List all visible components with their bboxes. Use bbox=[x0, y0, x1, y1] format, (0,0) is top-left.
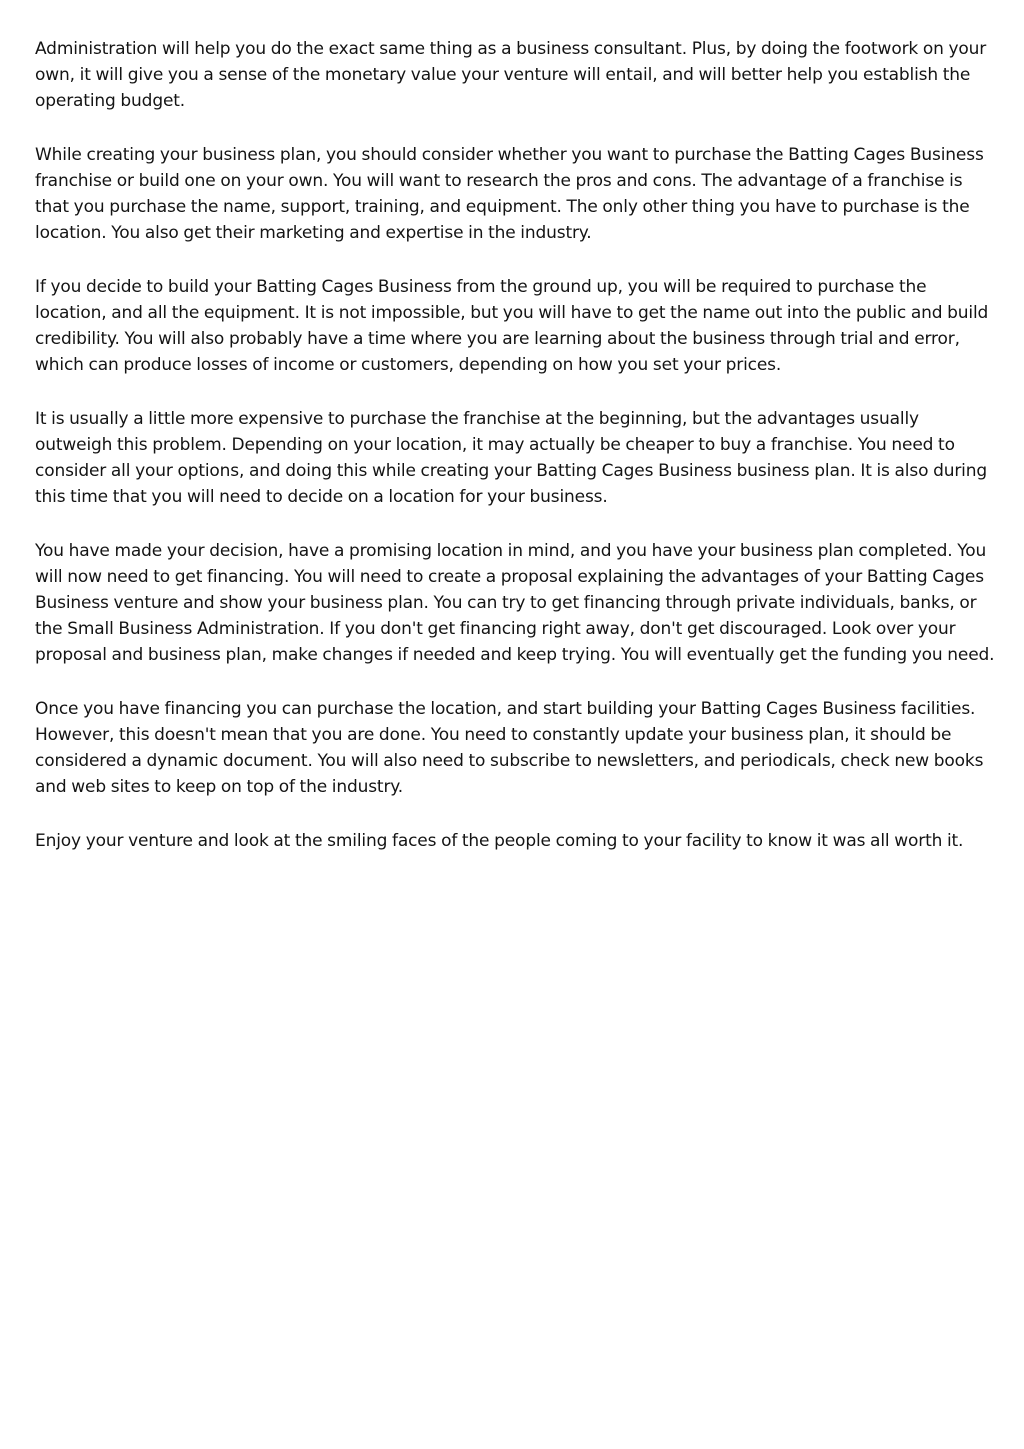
paragraph-1: Administration will help you do the exact same thing as a business consultant. Plus, by doing the footwork on your own, it will give you a sense of the monetary value your venture will entail, and will better help you establish the operating budget. bbox=[35, 39, 987, 111]
paragraph-3: If you decide to build your Batting Cages Business from the ground up, you will be required to purchase the location, and all the equipment. It is not impossible, but you will have to get the name out into the public and build credibility. You will also probably have a time where you are learning about the business through trial and error, which can produce losses of income or customers, depending on how you set your prices. bbox=[35, 277, 989, 375]
paragraph-2: While creating your business plan, you should consider whether you want to purchase the Batting Cages Business franchise or build one on your own. You will want to research the pros and cons. The advantage of a franchise is that you purchase the name, support, training, and equipment. The only other thing you have to purchase is the location. You also get their marketing and expertise in the industry. bbox=[35, 145, 984, 243]
paragraph-5: You have made your decision, have a promising location in mind, and you have your business plan completed. You will now need to get financing. You will need to create a proposal explaining the advantages of your Batting Cages Business venture and show your business plan. You can try to get financing through private individuals, banks, or the Small Business Administration. If you don't get financing right away, don't get discouraged. Look over your proposal and business plan, make changes if needed and keep trying. You will eventually get the funding you need. bbox=[35, 541, 995, 665]
document-body bbox=[35, 36, 995, 882]
paragraph-4: It is usually a little more expensive to purchase the franchise at the beginning, but the advantages usually outweigh this problem. Depending on your location, it may actually be cheaper to buy a franchise. You need to consider all your options, and doing this while creating your Batting Cages Business business plan. It is also during this time that you will need to decide on a location for your business. bbox=[35, 409, 988, 507]
paragraph-6: Once you have financing you can purchase the location, and start building your Batting Cages Business facilities. However, this doesn't mean that you are done. You need to constantly update your business plan, it should be considered a dynamic document. You will also need to subscribe to newsletters, and periodicals, check new books and web sites to keep on top of the industry. bbox=[35, 699, 984, 797]
paragraph-7: Enjoy your venture and look at the smiling faces of the people coming to your facility to know it was all worth it. bbox=[35, 831, 964, 851]
